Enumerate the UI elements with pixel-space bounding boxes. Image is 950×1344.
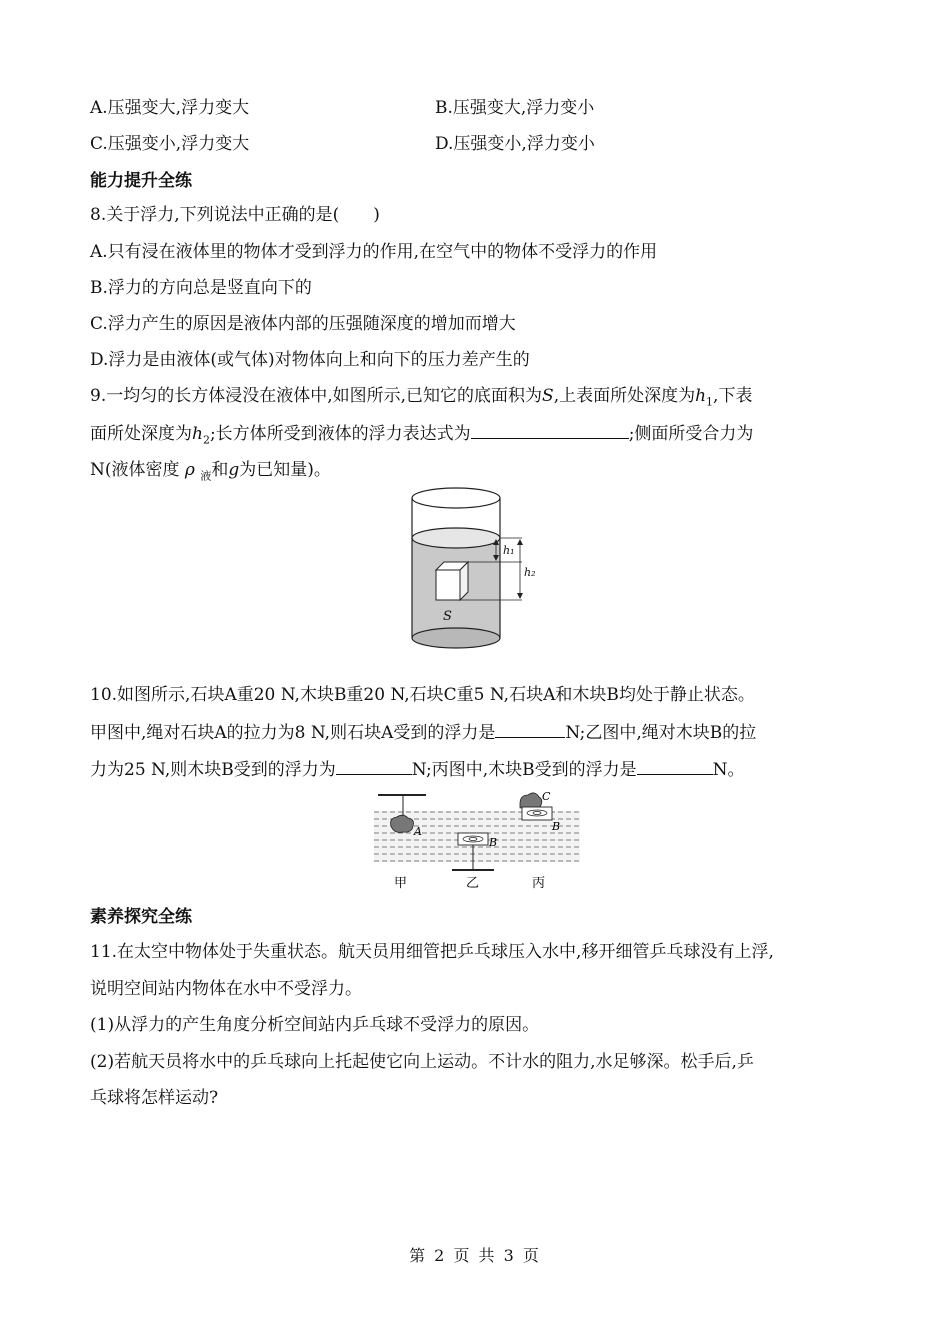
q8-option-d: D.浮力是由液体(或气体)对物体向上和向下的压力差产生的 (90, 350, 530, 370)
figure-cylinder-block (400, 484, 560, 654)
q11-part-2a: (2)若航天员将水中的乒乓球向上托起使它向上运动。不计水的阻力,水足够深。松手后,乒 (90, 1052, 754, 1072)
q11-line-1: 11.在太空中物体处于失重状态。航天员用细管把乒乓球压入水中,移开细管乒乓球没有上浮, (90, 942, 774, 962)
q9-blank-buoyancy[interactable] (471, 421, 629, 439)
label-b-bing: B (552, 820, 561, 833)
caption-yi: 乙 (466, 876, 480, 891)
q8-option-a: A.只有浸在液体里的物体才受到浮力的作用,在空气中的物体不受浮力的作用 (90, 242, 658, 262)
caption-bing: 丙 (532, 876, 546, 891)
q7-option-d: D.压强变小,浮力变小 (435, 134, 595, 154)
q7-option-a: A.压强变大,浮力变大 (90, 98, 250, 118)
q10-blank-1[interactable] (495, 720, 565, 738)
label-b-yi: B (489, 836, 498, 849)
q8-stem: 8.关于浮力,下列说法中正确的是( ) (90, 205, 380, 225)
label-s: S (443, 609, 452, 624)
label-a: A (414, 825, 422, 838)
page-footer: 第 2 页 共 3 页 (409, 1246, 541, 1265)
figure-three-scenes (370, 786, 590, 896)
section-heading-literacy: 素养探究全练 (90, 907, 192, 927)
q8-option-b: B.浮力的方向总是竖直向下的 (90, 278, 312, 298)
q10-line-1: 10.如图所示,石块A重20 N,木块B重20 N,石块C重5 N,石块A和木块B均处于静止状态。 (90, 685, 755, 705)
submerged-block (436, 562, 468, 600)
label-h1: h₁ (503, 544, 515, 557)
q8-option-c: C.浮力产生的原因是液体内部的压强随深度的增加而增大 (90, 314, 516, 334)
q10-line-3: 力为25 N,则木块B受到的浮力为 N;丙图中,木块B受到的浮力是 N。 (90, 757, 745, 782)
q10-blank-2[interactable] (336, 757, 412, 775)
section-heading-ability: 能力提升全练 (90, 171, 192, 191)
q9-line-1: 9.一均匀的长方体浸没在液体中,如图所示,已知它的底面积为S,上表面所处深度为$h_1$,下表 (90, 386, 753, 409)
q9-line-2: 面所处深度为$h_2$;长方体所受到液体的浮力表达式为 ;侧面所受合力为 (90, 421, 753, 452)
q11-line-2: 说明空间站内物体在水中不受浮力。 (90, 979, 362, 999)
q10-blank-3[interactable] (637, 757, 713, 775)
q11-part-2b: 乓球将怎样运动? (90, 1088, 219, 1108)
caption-jia: 甲 (394, 876, 408, 891)
q7-option-b: B.压强变大,浮力变小 (435, 98, 595, 118)
q9-line-3: N(液体密度 ρ $_液$和g为已知量)。 (90, 460, 331, 483)
q10-line-2: 甲图中,绳对石块A的拉力为8 N,则石块A受到的浮力是 N;乙图中,绳对木块B的拉 (90, 720, 756, 745)
label-h2: h₂ (524, 566, 536, 579)
q11-part-1: (1)从浮力的产生角度分析空间站内乒乓球不受浮力的原因。 (90, 1015, 540, 1035)
label-c: C (542, 790, 551, 803)
q7-option-c: C.压强变小,浮力变大 (90, 134, 250, 154)
